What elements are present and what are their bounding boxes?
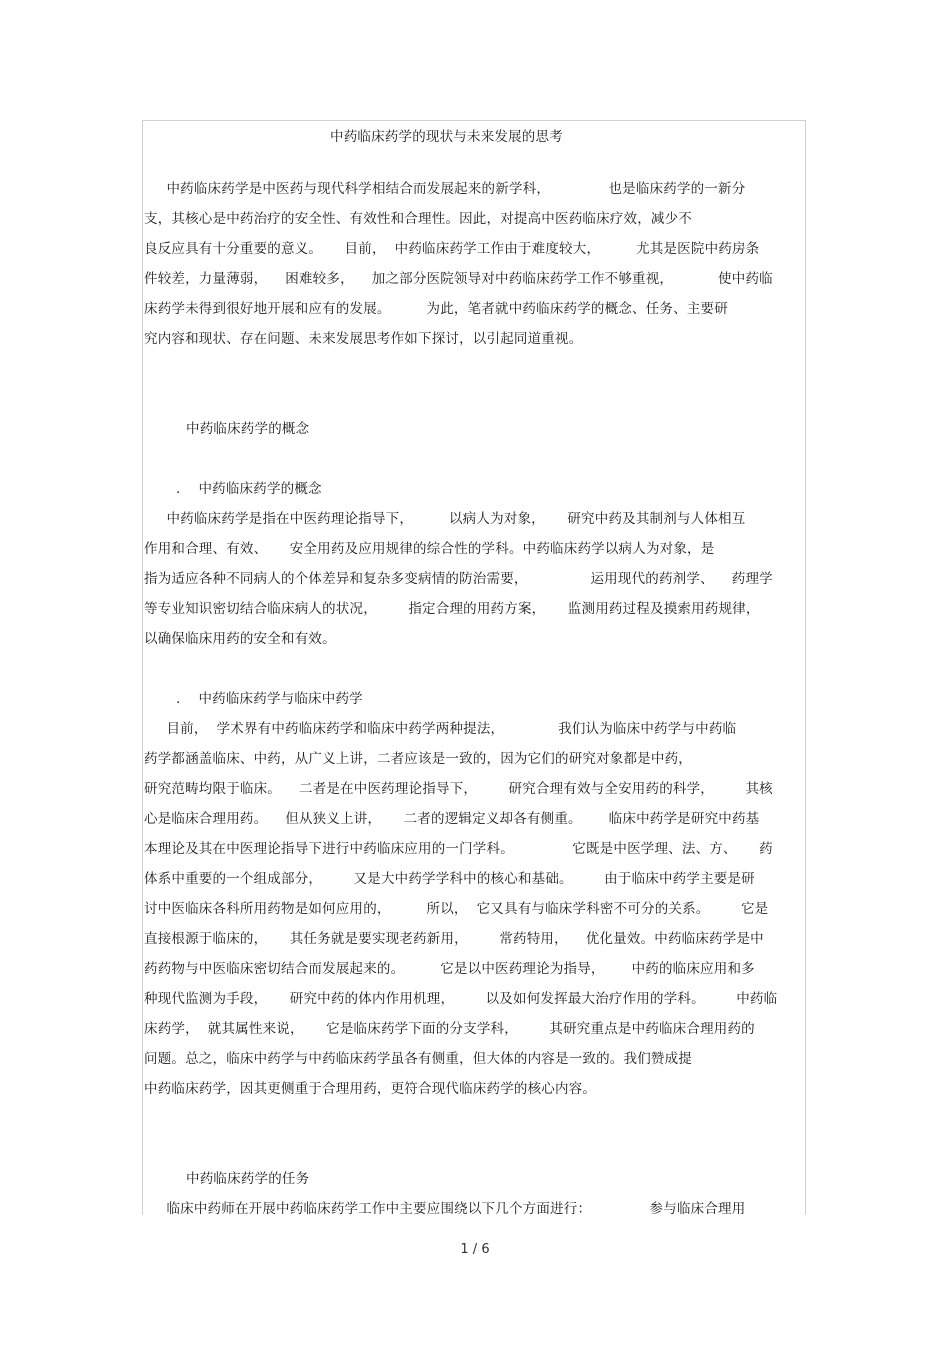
page-indicator: 1 / 6 <box>460 1242 490 1257</box>
intro-line: 中药临床药学是中医药与现代科学相结合而发展起来的新学科， 也是临床药学的一新分 <box>144 181 746 197</box>
intro-line: 究内容和现状、存在问题、未来发展思考作如下探讨，以引起同道重视。 <box>144 331 583 347</box>
paragraph-line: 种现代监测为手段， 研究中药的体内作用机理， 以及如何发挥最大治疗作用的学科。 中药临 <box>144 991 778 1007</box>
paragraph-line: 体系中重要的一个组成部分， 又是大中药学学科中的核心和基础。 由于临床中药学主要是研 <box>144 871 755 887</box>
section-heading: 中药临床药学的任务 <box>186 1171 310 1187</box>
subsection-heading: . 中药临床药学与临床中药学 <box>176 691 363 707</box>
document-title: 中药临床药学的现状与未来发展的思考 <box>330 129 563 145</box>
paragraph-line: 作用和合理、有效、 安全用药及应用规律的综合性的学科。中药临床药学以病人为对象，是 <box>144 541 715 557</box>
paragraph-line: 讨中医临床各科所用药物是如何应用的， 所以， 它又具有与临床学科密不可分的关系。 它是 <box>144 901 769 917</box>
paragraph-line: 等专业知识密切结合临床病人的状况， 指定合理的用药方案， 监测用药过程及摸索用药规律， <box>144 601 760 617</box>
paragraph-line: 以确保临床用药的安全和有效。 <box>144 631 336 647</box>
subsection-heading: . 中药临床药学的概念 <box>176 481 322 497</box>
paragraph-line: 临床中药师在开展中药临床药学工作中主要应围绕以下几个方面进行： 参与临床合理用 <box>144 1201 746 1217</box>
section-heading: 中药临床药学的概念 <box>186 421 310 437</box>
paragraph-line: 心是临床合理用药。 但从狭义上讲， 二者的逻辑定义却各有侧重。 临床中药学是研究中药基 <box>144 811 760 827</box>
paragraph-line: 研究范畴均限于临床。 二者是在中医药理论指导下， 研究合理有效与全安用药的科学， 其核 <box>144 781 773 797</box>
intro-line: 件较差，力量薄弱， 困难较多， 加之部分医院领导对中药临床药学工作不够重视， 使中药临 <box>144 271 773 287</box>
paragraph-line: 本理论及其在中医理论指导下进行中药临床应用的一门学科。 它既是中医学理、法、方、 药 <box>144 841 773 857</box>
paragraph-line: 中药临床药学是指在中医药理论指导下， 以病人为对象， 研究中药及其制剂与人体相互 <box>144 511 746 527</box>
paragraph-line: 目前， 学术界有中药临床药学和临床中药学两种提法， 我们认为临床中药学与中药临 <box>144 721 737 737</box>
paragraph-line: 直接根源于临床的， 其任务就是要实现老药新用， 常药特用， 优化量效。中药临床药学是中 <box>144 931 764 947</box>
paragraph-line: 指为适应各种不同病人的个体差异和复杂多变病情的防治需要， 运用现代的药剂学、 药理学 <box>144 571 773 587</box>
paragraph-line: 问题。总之，临床中药学与中药临床药学虽各有侧重，但大体的内容是一致的。我们赞成提 <box>144 1051 692 1067</box>
intro-line: 良反应具有十分重要的意义。 目前， 中药临床药学工作由于难度较大， 尤其是医院中药房条 <box>144 241 760 257</box>
paragraph-line: 床药学， 就其属性来说， 它是临床药学下面的分支学科， 其研究重点是中药临床合理用药的 <box>144 1021 755 1037</box>
intro-line: 床药学未得到很好地开展和应有的发展。 为此，笔者就中药临床药学的概念、任务、主要研 <box>144 301 728 317</box>
paragraph-line: 药学都涵盖临床、中药，从广义上讲，二者应该是一致的，因为它们的研究对象都是中药， <box>144 751 692 767</box>
paragraph-line: 药药物与中医临床密切结合而发展起来的。 它是以中医药理论为指导， 中药的临床应用和多 <box>144 961 755 977</box>
intro-line: 支，其核心是中药治疗的安全性、有效性和合理性。因此，对提高中医药临床疗效，减少不 <box>144 211 692 227</box>
paragraph-line: 中药临床药学，因其更侧重于合理用药，更符合现代临床药学的核心内容。 <box>144 1081 597 1097</box>
